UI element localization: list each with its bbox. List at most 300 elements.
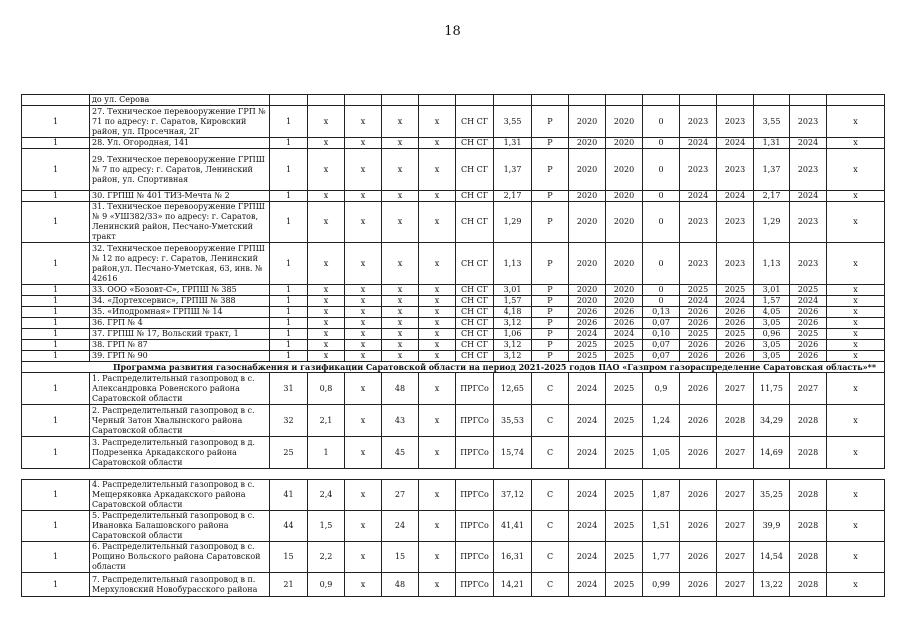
table-cell: 0,07 xyxy=(643,340,680,351)
table-cell: 2025 xyxy=(606,351,643,362)
table-cell: x xyxy=(308,285,345,296)
table-cell: 0,9 xyxy=(643,373,680,405)
table-cell: x xyxy=(419,437,456,469)
object-name-cell: 27. Техническое перевооружение ГРП № 71 по адресу: г. Саратов, Кировский район, ул. Просечная, 2Г xyxy=(90,106,270,138)
table-cell: 2027 xyxy=(717,437,754,469)
table-cell: 1 xyxy=(22,149,90,191)
object-name-cell: 39. ГРП № 90 xyxy=(90,351,270,362)
table-cell: 1 xyxy=(270,243,308,285)
table-row xyxy=(22,405,885,437)
table-row xyxy=(22,542,885,573)
table-cell: 0 xyxy=(643,285,680,296)
table-cell: 2026 xyxy=(606,318,643,329)
table-cell: 2020 xyxy=(606,285,643,296)
table-cell: x xyxy=(382,191,419,202)
table-cell: 2023 xyxy=(717,149,754,191)
table-cell: 14,21 xyxy=(494,573,532,597)
table-cell: 2026 xyxy=(790,318,827,329)
table-cell: x xyxy=(345,202,382,243)
table-cell: 2020 xyxy=(606,138,643,149)
table-cell: 2027 xyxy=(717,480,754,511)
table-cell: 41 xyxy=(270,480,308,511)
section-row xyxy=(22,362,885,373)
table-cell: 2024 xyxy=(606,329,643,340)
table-cell: ПРГСо xyxy=(456,511,494,542)
table-cell: x xyxy=(827,329,885,340)
table-cell: Р xyxy=(532,329,569,340)
table-cell: 2020 xyxy=(606,243,643,285)
table-cell: ПРГСо xyxy=(456,373,494,405)
object-name-cell: 35. «Иподромная» ГРПШ № 14 xyxy=(90,307,270,318)
table-cell: 2026 xyxy=(680,351,717,362)
table-cell: x xyxy=(827,542,885,573)
table-cell: x xyxy=(419,318,456,329)
table-cell xyxy=(382,95,419,106)
table-row xyxy=(22,149,885,191)
table-cell: x xyxy=(382,138,419,149)
table-cell: x xyxy=(419,329,456,340)
table-cell: x xyxy=(419,511,456,542)
table-cell: Р xyxy=(532,340,569,351)
table-cell: 0 xyxy=(643,296,680,307)
table-cell: 2024 xyxy=(680,191,717,202)
table-cell: 1 xyxy=(22,511,90,542)
table-cell: x xyxy=(827,243,885,285)
table-cell xyxy=(790,95,827,106)
table-cell: x xyxy=(827,191,885,202)
table-cell: x xyxy=(308,351,345,362)
table-cell: 2025 xyxy=(606,542,643,573)
table-cell: 0,13 xyxy=(643,307,680,318)
table-cell: 32 xyxy=(270,405,308,437)
table-cell: x xyxy=(308,340,345,351)
object-name-cell: 37. ГРПШ № 17, Вольский тракт, 1 xyxy=(90,329,270,340)
table-cell: x xyxy=(827,437,885,469)
table-row xyxy=(22,340,885,351)
table-cell: 2025 xyxy=(606,511,643,542)
table-cell: 2023 xyxy=(717,202,754,243)
table-cell: 1 xyxy=(270,307,308,318)
table-cell: 39,9 xyxy=(754,511,790,542)
table-cell: 2020 xyxy=(569,106,606,138)
table-cell: СН СГ xyxy=(456,106,494,138)
table-cell: 41,41 xyxy=(494,511,532,542)
table-cell: 0 xyxy=(643,202,680,243)
table-cell: 11,75 xyxy=(754,373,790,405)
table-cell: x xyxy=(308,307,345,318)
table-cell: ПРГСо xyxy=(456,480,494,511)
table-cell: 3,01 xyxy=(494,285,532,296)
object-name-cell: 32. Техническое перевооружение ГРПШ № 12 по адресу: г. Саратов, Ленинский район,ул. Песчано-Уметская, 63, инв. № 42616 xyxy=(90,243,270,285)
object-name-cell: 36. ГРП № 4 xyxy=(90,318,270,329)
table-cell: С xyxy=(532,542,569,573)
table-cell: 1 xyxy=(270,149,308,191)
table-cell: С xyxy=(532,480,569,511)
table-cell: 2020 xyxy=(569,285,606,296)
table-cell: 2020 xyxy=(606,296,643,307)
table-cell: СН СГ xyxy=(456,351,494,362)
table-cell: 2024 xyxy=(569,405,606,437)
table-cell: СН СГ xyxy=(456,318,494,329)
table-cell: x xyxy=(827,149,885,191)
table-cell: 1 xyxy=(22,542,90,573)
table-cell: x xyxy=(382,340,419,351)
table-cell: 1 xyxy=(22,329,90,340)
table-cell: 2026 xyxy=(680,405,717,437)
table-cell: 44 xyxy=(270,511,308,542)
table-cell: 2026 xyxy=(680,542,717,573)
table-cell: 2025 xyxy=(606,573,643,597)
table-cell: 14,54 xyxy=(754,542,790,573)
table-cell: 2026 xyxy=(790,307,827,318)
table-cell: 2027 xyxy=(717,573,754,597)
table-cell: 2026 xyxy=(790,340,827,351)
table-row xyxy=(22,351,885,362)
table-cell: x xyxy=(308,191,345,202)
table-cell: x xyxy=(345,351,382,362)
table-cell: 2023 xyxy=(790,149,827,191)
table-cell: x xyxy=(345,307,382,318)
table-cell: x xyxy=(308,138,345,149)
table-cell: 2023 xyxy=(790,106,827,138)
table-cell xyxy=(717,95,754,106)
table-cell: 2020 xyxy=(606,106,643,138)
table-cell: 24 xyxy=(382,511,419,542)
table-cell: 2028 xyxy=(790,480,827,511)
table-cell: 1 xyxy=(22,573,90,597)
table-cell: 2028 xyxy=(790,511,827,542)
table-cell: 2024 xyxy=(717,191,754,202)
table-cell xyxy=(827,95,885,106)
table-cell: x xyxy=(827,340,885,351)
table-cell: 2023 xyxy=(717,243,754,285)
table-cell: Р xyxy=(532,296,569,307)
table-cell: 2025 xyxy=(790,285,827,296)
table-cell: 2025 xyxy=(790,329,827,340)
table-row xyxy=(22,106,885,138)
table-cell: 1,37 xyxy=(494,149,532,191)
table-row xyxy=(22,191,885,202)
table-cell: 3,05 xyxy=(754,318,790,329)
table-cell: x xyxy=(382,329,419,340)
table-cell: 0,99 xyxy=(643,573,680,597)
table-cell: 25 xyxy=(270,437,308,469)
table-cell: 0,8 xyxy=(308,373,345,405)
table-cell: x xyxy=(345,480,382,511)
table-cell: 1 xyxy=(22,340,90,351)
table-cell: x xyxy=(308,296,345,307)
table-cell: 2023 xyxy=(680,106,717,138)
table-cell: 1 xyxy=(22,351,90,362)
table-cell: Р xyxy=(532,106,569,138)
table-cell: 2,4 xyxy=(308,480,345,511)
object-name-cell: 30. ГРПШ № 401 ТИЗ-Мечта № 2 xyxy=(90,191,270,202)
table-cell: 1 xyxy=(22,202,90,243)
table-cell: СН СГ xyxy=(456,202,494,243)
table-cell: 16,31 xyxy=(494,542,532,573)
table-cell: 1 xyxy=(308,437,345,469)
table-cell: 2024 xyxy=(680,296,717,307)
table-cell: 1 xyxy=(22,437,90,469)
table-cell: 2026 xyxy=(680,307,717,318)
table-cell: 2023 xyxy=(680,243,717,285)
table-cell: 0,9 xyxy=(308,573,345,597)
table-cell xyxy=(308,95,345,106)
table-row xyxy=(22,243,885,285)
table-cell: 0,07 xyxy=(643,318,680,329)
table-cell: 2025 xyxy=(569,351,606,362)
table-cell: 2026 xyxy=(680,318,717,329)
table-cell: 1 xyxy=(22,243,90,285)
table-cell: 2026 xyxy=(680,340,717,351)
object-name-cell: 34. «Дортехсервис», ГРПШ № 388 xyxy=(90,296,270,307)
table-cell: С xyxy=(532,573,569,597)
table-cell: 1 xyxy=(22,318,90,329)
table-cell: Р xyxy=(532,318,569,329)
table-cell: 35,53 xyxy=(494,405,532,437)
table-cell: 2025 xyxy=(680,329,717,340)
table-cell: 1 xyxy=(22,405,90,437)
table-cell: 2026 xyxy=(569,307,606,318)
table-cell: x xyxy=(827,351,885,362)
table-cell: 2026 xyxy=(680,480,717,511)
table-cell: 2020 xyxy=(569,296,606,307)
table-cell: 2028 xyxy=(790,542,827,573)
table-cell: 34,29 xyxy=(754,405,790,437)
table-cell: С xyxy=(532,373,569,405)
table-cell: 48 xyxy=(382,573,419,597)
table-cell: 3,05 xyxy=(754,340,790,351)
table-cell: Р xyxy=(532,243,569,285)
table-cell: Р xyxy=(532,351,569,362)
table-cell: x xyxy=(827,480,885,511)
table-row xyxy=(22,296,885,307)
table-cell: СН СГ xyxy=(456,307,494,318)
table-cell: 2,1 xyxy=(308,405,345,437)
table-cell: 48 xyxy=(382,373,419,405)
table-cell: 1 xyxy=(22,106,90,138)
table-cell: С xyxy=(532,437,569,469)
table-cell: 1,31 xyxy=(494,138,532,149)
table-cell: СН СГ xyxy=(456,329,494,340)
table-cell: 1 xyxy=(270,106,308,138)
table-cell: x xyxy=(419,191,456,202)
table-cell: 1,31 xyxy=(754,138,790,149)
table-cell: 2024 xyxy=(569,480,606,511)
table-cell: 2024 xyxy=(569,373,606,405)
table-cell: 1 xyxy=(270,318,308,329)
table-cell xyxy=(345,95,382,106)
table-row xyxy=(22,373,885,405)
table-cell: 2020 xyxy=(606,149,643,191)
table-cell: x xyxy=(382,202,419,243)
table-cell: 4,18 xyxy=(494,307,532,318)
table-cell: 2026 xyxy=(606,307,643,318)
table-cell: 1,57 xyxy=(494,296,532,307)
table-cell: Р xyxy=(532,138,569,149)
investment-table-bottom xyxy=(21,479,885,597)
table-cell: 2023 xyxy=(790,202,827,243)
table-row xyxy=(22,95,885,106)
table-cell: 1 xyxy=(22,480,90,511)
object-name-cell: 33. ООО «Бозовт-С», ГРПШ № 385 xyxy=(90,285,270,296)
table-cell: x xyxy=(382,243,419,285)
table-cell: x xyxy=(827,285,885,296)
table-cell: 2026 xyxy=(680,573,717,597)
table-cell: x xyxy=(345,296,382,307)
table-cell: 2024 xyxy=(569,542,606,573)
table-cell: 2024 xyxy=(569,573,606,597)
table-cell: x xyxy=(308,106,345,138)
table-cell xyxy=(569,95,606,106)
table-row xyxy=(22,318,885,329)
table-cell: Р xyxy=(532,285,569,296)
table-cell: x xyxy=(419,138,456,149)
page-number: 18 xyxy=(444,24,461,39)
table-cell: 2027 xyxy=(717,542,754,573)
table-cell: 2025 xyxy=(680,285,717,296)
table-cell xyxy=(532,95,569,106)
table-cell: 2025 xyxy=(606,480,643,511)
table-row xyxy=(22,480,885,511)
table-cell xyxy=(456,95,494,106)
table-cell: x xyxy=(827,318,885,329)
table-cell: x xyxy=(419,340,456,351)
table-cell: 27 xyxy=(382,480,419,511)
table-cell: x xyxy=(308,329,345,340)
table-cell: 3,05 xyxy=(754,351,790,362)
table-cell xyxy=(754,95,790,106)
table-cell: 14,69 xyxy=(754,437,790,469)
table-cell: Р xyxy=(532,307,569,318)
table-cell: ПРГСо xyxy=(456,405,494,437)
table-cell: 2,17 xyxy=(494,191,532,202)
table-cell: 2025 xyxy=(606,340,643,351)
table-cell: 2,17 xyxy=(754,191,790,202)
table-cell: x xyxy=(827,405,885,437)
table-row xyxy=(22,573,885,597)
table-cell: 2020 xyxy=(606,202,643,243)
table-cell: x xyxy=(419,351,456,362)
table-cell: 1,37 xyxy=(754,149,790,191)
table-cell: 3,12 xyxy=(494,351,532,362)
table-cell: ПРГСо xyxy=(456,573,494,597)
table-cell: 2028 xyxy=(790,405,827,437)
table-cell: 2026 xyxy=(569,318,606,329)
object-name-cell: 1. Распределительный газопровод в с. Александровка Ровенского района Саратовской области xyxy=(90,373,270,405)
table-cell: 15 xyxy=(382,542,419,573)
table-cell xyxy=(643,95,680,106)
table-cell: 2026 xyxy=(717,318,754,329)
object-name-cell: 5. Распределительный газопровод в с. Ивановка Балашовского района Саратовской области xyxy=(90,511,270,542)
table-cell: СН СГ xyxy=(456,296,494,307)
table-cell: x xyxy=(382,285,419,296)
table-cell: 2023 xyxy=(717,106,754,138)
table-cell: x xyxy=(419,296,456,307)
table-cell: 1,24 xyxy=(643,405,680,437)
table-cell: СН СГ xyxy=(456,138,494,149)
table-row xyxy=(22,138,885,149)
table-cell: 3,01 xyxy=(754,285,790,296)
table-cell: 2024 xyxy=(790,296,827,307)
table-cell: x xyxy=(419,202,456,243)
table-cell: 0,07 xyxy=(643,351,680,362)
table-cell: СН СГ xyxy=(456,285,494,296)
table-cell: 3,55 xyxy=(494,106,532,138)
table-cell: 2026 xyxy=(790,351,827,362)
table-cell: 1 xyxy=(22,296,90,307)
table-cell: 2023 xyxy=(790,243,827,285)
table-cell: 0,96 xyxy=(754,329,790,340)
table-cell: 1,06 xyxy=(494,329,532,340)
table-cell: x xyxy=(419,307,456,318)
table-cell: 1 xyxy=(22,285,90,296)
object-name-cell: до ул. Серова xyxy=(90,95,270,106)
table-cell: x xyxy=(827,138,885,149)
table-cell: 1,13 xyxy=(494,243,532,285)
table-cell: 1 xyxy=(22,138,90,149)
table-cell: 1,05 xyxy=(643,437,680,469)
table-cell: 0 xyxy=(643,191,680,202)
table-cell: x xyxy=(419,106,456,138)
object-name-cell: 3. Распределительный газопровод в д. Подрезенка Аркадакского района Саратовской области xyxy=(90,437,270,469)
object-name-cell: 29. Техническое перевооружение ГРПШ № 7 по адресу: г. Саратов, Ленинский район, ул. Спортивная xyxy=(90,149,270,191)
table-cell: 2025 xyxy=(717,285,754,296)
table-cell: 12,65 xyxy=(494,373,532,405)
table-cell: 1 xyxy=(270,138,308,149)
table-cell: x xyxy=(827,106,885,138)
table-cell: 31 xyxy=(270,373,308,405)
table-cell: x xyxy=(345,573,382,597)
table-cell: x xyxy=(345,340,382,351)
object-name-cell: 7. Распределительный газопровод в п. Мерхуловский Новобурасского района xyxy=(90,573,270,597)
table-cell: 2025 xyxy=(606,437,643,469)
table-cell: x xyxy=(382,351,419,362)
table-cell: x xyxy=(345,511,382,542)
table-cell: 2024 xyxy=(569,329,606,340)
table-cell: x xyxy=(308,318,345,329)
table-cell: 2020 xyxy=(569,243,606,285)
table-cell: 2027 xyxy=(790,373,827,405)
table-cell: 0 xyxy=(643,106,680,138)
table-cell: 2024 xyxy=(717,138,754,149)
table-cell: 3,55 xyxy=(754,106,790,138)
table-cell: 2026 xyxy=(717,351,754,362)
table-cell: 2026 xyxy=(717,307,754,318)
object-name-cell: 6. Распределительный газопровод в с. Рощино Вольского района Саратовской области xyxy=(90,542,270,573)
table-cell: x xyxy=(345,106,382,138)
table-cell: 2025 xyxy=(606,373,643,405)
table-cell: 0,10 xyxy=(643,329,680,340)
table-cell: 1 xyxy=(22,373,90,405)
table-cell: x xyxy=(345,149,382,191)
table-cell: 2,2 xyxy=(308,542,345,573)
table-cell: 2024 xyxy=(790,191,827,202)
table-cell: ПРГСо xyxy=(456,437,494,469)
table-cell: 2025 xyxy=(717,329,754,340)
table-cell: 1 xyxy=(270,191,308,202)
table-cell: 2024 xyxy=(790,138,827,149)
object-name-cell: 4. Распределительный газопровод в с. Мещеряковка Аркадакского района Саратовской области xyxy=(90,480,270,511)
table-cell: 2025 xyxy=(569,340,606,351)
table-cell: x xyxy=(345,437,382,469)
table-cell: x xyxy=(345,243,382,285)
table-cell: x xyxy=(345,542,382,573)
table-cell: Р xyxy=(532,202,569,243)
table-cell: 2026 xyxy=(680,373,717,405)
table-cell: x xyxy=(827,307,885,318)
table-cell: x xyxy=(419,573,456,597)
